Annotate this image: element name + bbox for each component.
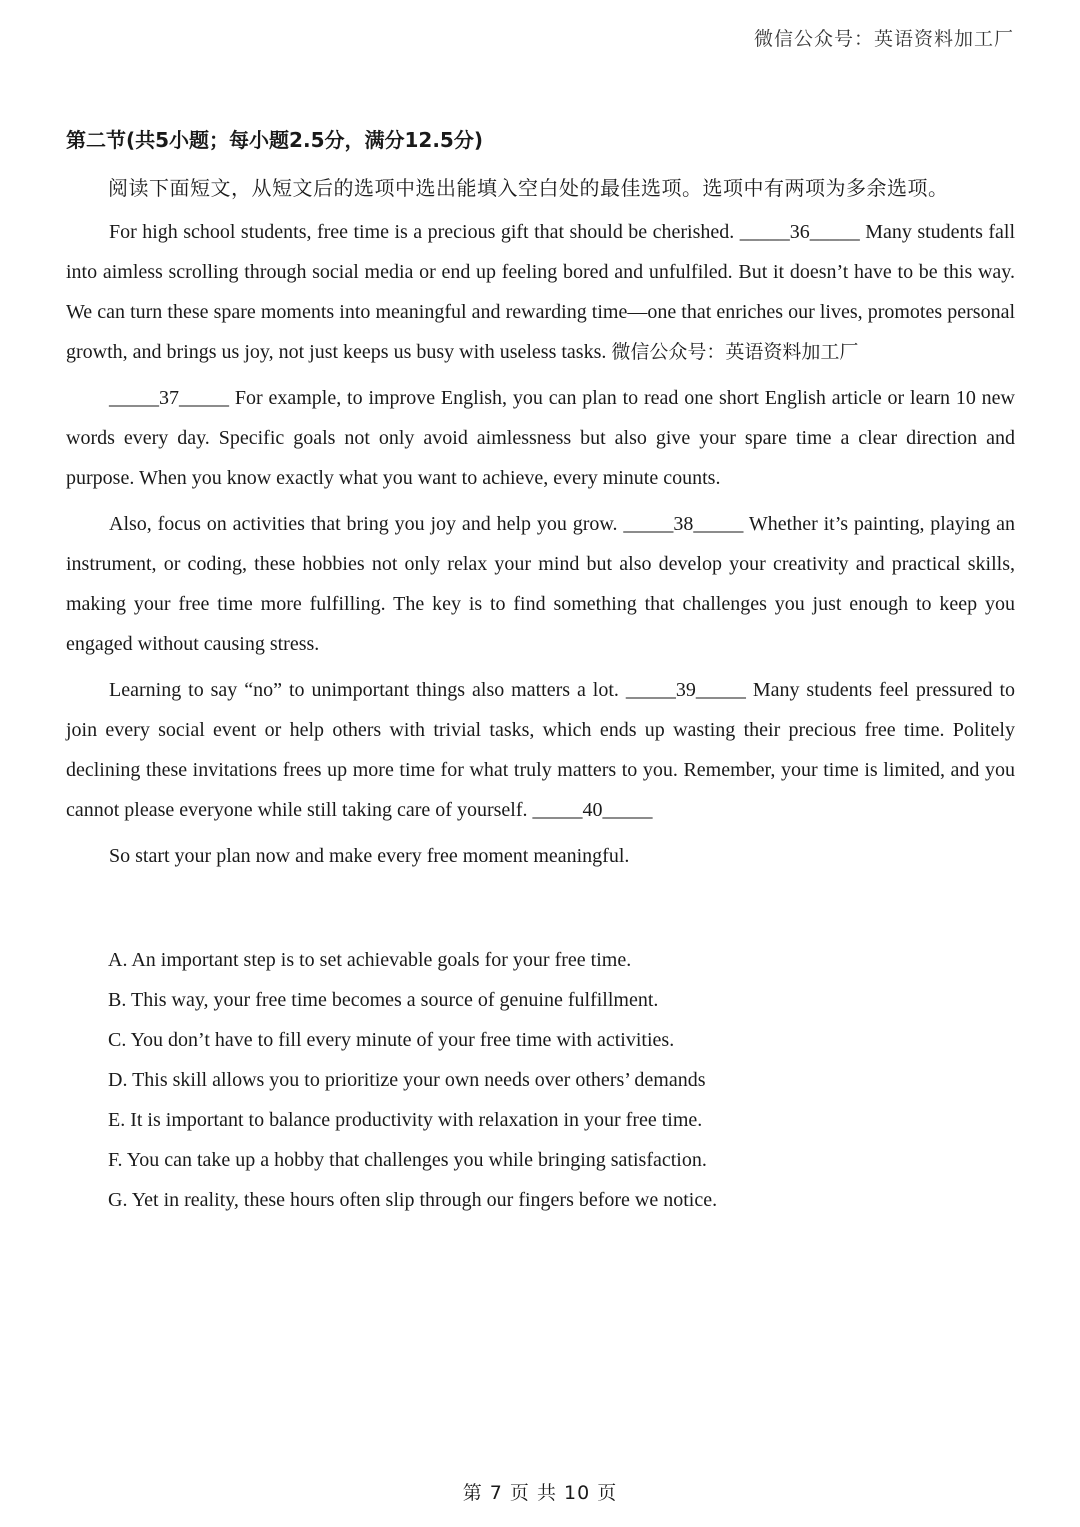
answer-options-list — [108, 940, 1008, 1220]
blank-36: _____36_____ — [739, 221, 860, 243]
paragraph-4-text-a: Learning to say “no” to unimportant things also matters a lot. — [109, 679, 619, 701]
option-d: D. This skill allows you to prioritize your own needs over others’ demands — [108, 1069, 706, 1091]
blank-40: _____40_____ — [532, 799, 653, 821]
paragraph-5-text: So start your plan now and make every free moment meaningful. — [109, 845, 630, 867]
blank-37: _____37_____ — [109, 387, 229, 409]
paragraph-1-text-a: For high school students, free time is a precious gift that should be cherished. — [109, 221, 735, 243]
option-a: A. An important step is to set achievable goals for your free time. — [108, 949, 632, 971]
paragraph-2-text: For example, to improve English, you can plan to read one short English article or learn 10 new words every day. Specific goals not only avoid aimlessness but also give your spare time a clear direction and purpose. When you know exactly what you want to achieve, every minute counts. — [66, 387, 1015, 489]
paragraph-3-text-b: Whether it’s painting, playing an instrument, or coding, these hobbies not only relax your mind but also develop your creativity and practical skills, making your free time more fulfilling. The key is to find something that challenges you just enough to keep you engaged without causing stress. — [66, 513, 1016, 655]
paragraph-3 — [66, 504, 1015, 664]
option-g: G. Yet in reality, these hours often slip through our fingers before we notice. — [108, 1189, 718, 1211]
reading-passage — [66, 212, 1015, 882]
option-b: B. This way, your free time becomes a source of genuine fulfillment. — [108, 989, 659, 1011]
option-c: C. You don’t have to fill every minute of your free time with activities. — [108, 1029, 675, 1051]
paragraph-4-text-b: Many students feel pressured to join every social event or help others with trivial tasks, which ends up wasting their precious free time. Politely declining these invitations frees up more time for what truly matters to you. Remember, your time is limited, and you cannot please everyone while still taking care of yourself. — [66, 679, 1016, 821]
option-f: F. You can take up a hobby that challenges you while bringing satisfaction. — [108, 1149, 707, 1171]
inline-watermark: 微信公众号：英语资料加工厂 — [611, 341, 859, 363]
section-title: 第二节(共5小题；每小题2.5分，满分12.5分) — [66, 128, 483, 152]
section-instruction: 阅读下面短文，从短文后的选项中选出能填入空白处的最佳选项。选项中有两项为多余选项。 — [108, 176, 949, 200]
paragraph-4 — [66, 670, 1015, 830]
paragraph-1-text-b: Many students fall into aimless scrolling through social media or end up feeling bored and unfulfiled. But it doesn’t have to be this way. We can turn these spare moments into meaningful and rewarding time—one that enriches our lives, promotes personal growth, and brings us joy, not just keeps us busy with useless tasks. — [66, 221, 1016, 363]
option-e: E. It is important to balance productivity with relaxation in your free time. — [108, 1109, 703, 1131]
header-watermark-note: 微信公众号：英语资料加工厂 — [753, 28, 1014, 50]
paragraph-5 — [66, 836, 1015, 876]
page-number-footer: 第 7 页 共 10 页 — [462, 1482, 618, 1504]
blank-39: _____39_____ — [625, 679, 746, 701]
paragraph-1 — [66, 212, 1015, 372]
paragraph-2 — [66, 378, 1015, 498]
paragraph-3-text-a: Also, focus on activities that bring you joy and help you grow. — [109, 513, 618, 535]
blank-38: _____38_____ — [623, 513, 744, 535]
